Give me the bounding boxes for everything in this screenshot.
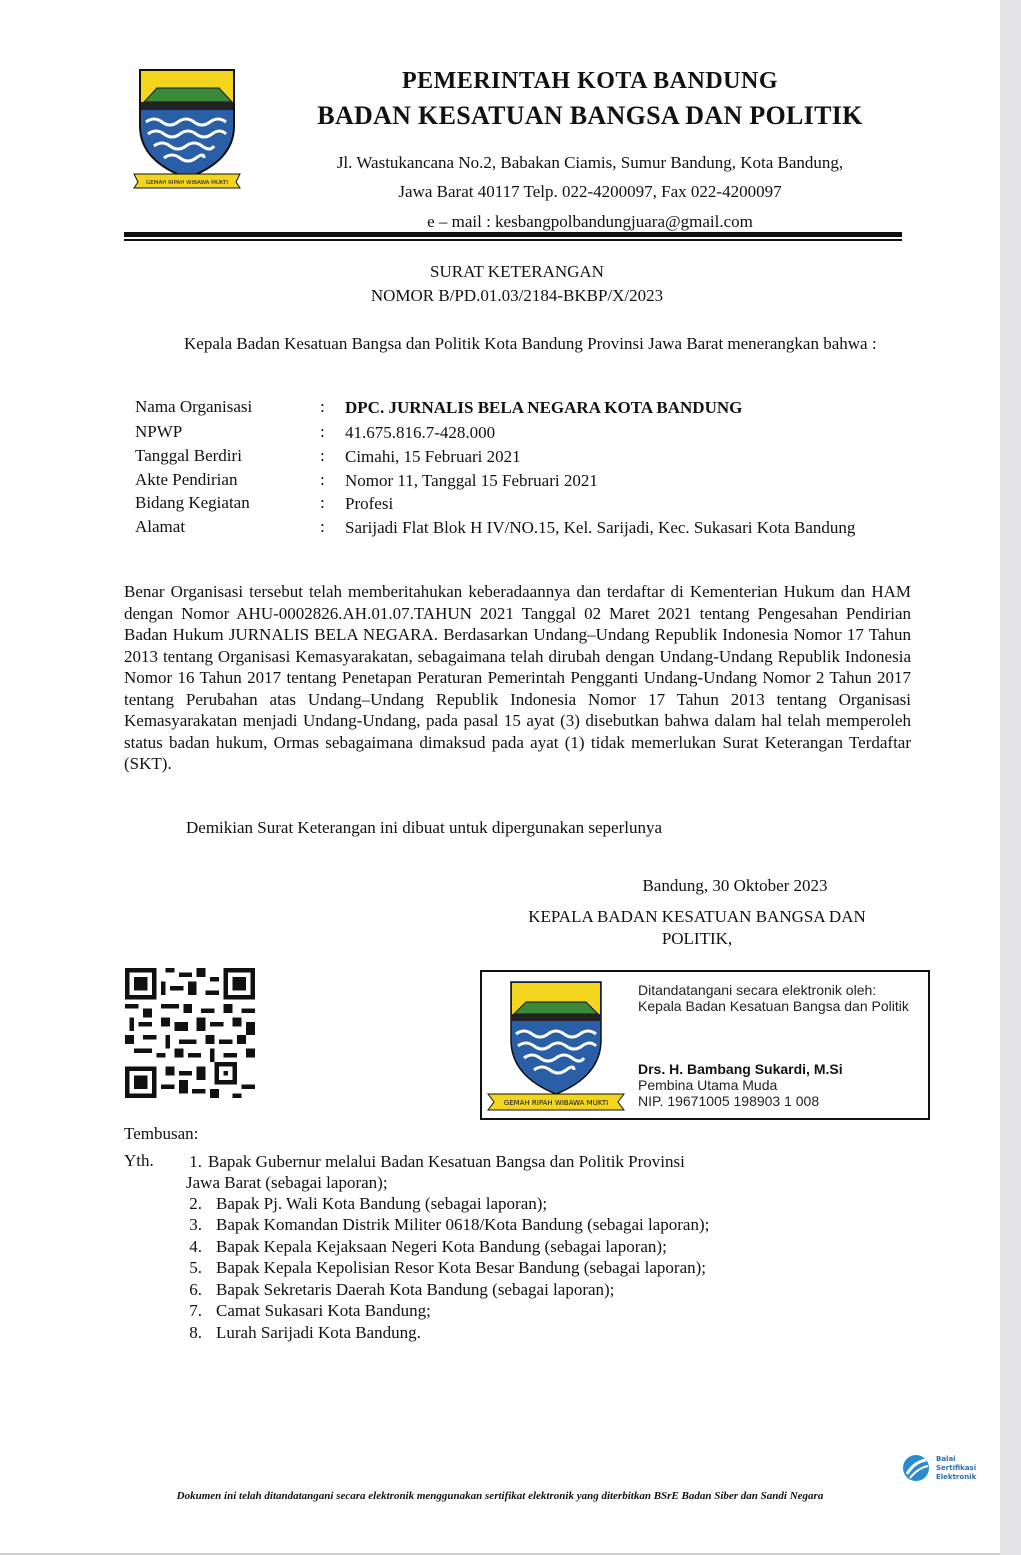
bsre-logo-icon [902, 1452, 984, 1484]
letter-title: SURAT KETERANGAN [430, 262, 604, 281]
svg-text:GEMAH RIPAH WIBAWA MUKTI: GEMAH RIPAH WIBAWA MUKTI [145, 180, 229, 186]
list-item: 5. Bapak Kepala Kepolisian Resor Kota Besar Bandung (sebagai laporan); [189, 1258, 707, 1277]
field-colon: : [320, 446, 325, 465]
field-label-founded: Tanggal Berdiri [135, 446, 242, 465]
city-emblem-icon [132, 66, 244, 190]
svg-text:Sertifikasi: Sertifikasi [936, 1464, 977, 1472]
header-government: PEMERINTAH KOTA BANDUNG [402, 68, 778, 94]
e-signature-office: Kepala Badan Kesatuan Bangsa dan Politik [638, 998, 909, 1014]
list-item: 8. Lurah Sarijadi Kota Bandung. [189, 1323, 421, 1342]
body-paragraph: Benar Organisasi tersebut telah memberitahukan keberadaannya dan terdaftar di Kementerian Hukum dan HAM dengan Nomor AHU-0002826.AH.01.07.TAHUN 2021 Tanggal 02 Maret 2021 tentang Pengesahan Pendirian Badan Hukum JURNALIS BELA NEGARA. Berdasarkan Undang–Undang Republik Indonesia Nomor 17 Tahun 2013 tentang Organisasi Kemasyarakatan, sebagaimana telah dirubah dengan Undang-Undang Republik Indonesia Nomor 16 Tahun 2017 tentang Penetapan Peraturan Pemerintah Pengganti Undang-Undang Nomor 2 Tahun 2017 tentang Perubahan atas Undang–Undang Republik Indonesia Nomor 17 Tahun 2013 tentang Organisasi Kemasyarakatan menjadi Undang-Undang, pada pasal 15 ayat (3) disebutkan bahwa dalam hal telah memperoleh status badan hukum, Ormas sebagaimana dimaksud pada ayat (1) tidak memerlukan Surat Keterangan Terdaftar (SKT). [124, 582, 911, 773]
closing-line: Demikian Surat Keterangan ini dibuat untuk dipergunakan seperlunya [186, 818, 663, 837]
field-label-deed: Akte Pendirian [135, 470, 238, 489]
cc-heading: Tembusan: [124, 1124, 199, 1143]
field-colon: : [320, 493, 325, 512]
field-colon: : [320, 397, 325, 416]
header-email: e – mail : kesbangpolbandungjuara@gmail.com [427, 212, 753, 231]
field-label-organization: Nama Organisasi [135, 397, 253, 416]
viewer-edge [1000, 0, 1021, 1555]
header-address-1: Jl. Wastukancana No.2, Babakan Ciamis, Sumur Bandung, Kota Bandung, [336, 153, 844, 172]
svg-text:GEMAH RIPAH WIBAWA MUKTI: GEMAH RIPAH WIBAWA MUKTI [503, 1099, 609, 1107]
list-item: 2. Bapak Pj. Wali Kota Bandung (sebagai laporan); [189, 1194, 548, 1213]
field-value-address: Sarijadi Flat Blok H IV/NO.15, Kel. Sarijadi, Kec. Sukasari Kota Bandung [345, 518, 856, 537]
header-rule-thin [124, 239, 902, 241]
city-emblem-icon [484, 978, 629, 1114]
header-address-2: Jawa Barat 40117 Telp. 022-4200097, Fax 022-4200097 [398, 182, 782, 201]
list-item: 4. Bapak Kepala Kejaksaan Negeri Kota Bandung (sebagai laporan); [189, 1237, 667, 1256]
list-item: 7. Camat Sukasari Kota Bandung; [189, 1301, 431, 1320]
field-label-address: Alamat [135, 517, 186, 536]
list-item: 3. Bapak Komandan Distrik Militer 0618/Kota Bandung (sebagai laporan); [189, 1215, 710, 1234]
field-colon: : [320, 470, 325, 489]
letter-number: NOMOR B/PD.01.03/2184-BKBP/X/2023 [370, 286, 664, 305]
field-value-activity: Profesi [345, 494, 394, 513]
field-value-deed: Nomor 11, Tanggal 15 Februari 2021 [345, 471, 598, 490]
cc-yth: Yth. [124, 1151, 154, 1170]
signer-name: Drs. H. Bambang Sukardi, M.Si [638, 1061, 843, 1077]
field-value-npwp: 41.675.816.7-428.000 [345, 423, 496, 442]
header-rule-thick [124, 232, 902, 237]
signer-nip: NIP. 19671005 198903 1 008 [638, 1093, 820, 1109]
header-agency: BADAN KESATUAN BANGSA DAN POLITIK [317, 101, 863, 130]
intro-paragraph: Kepala Badan Kesatuan Bangsa dan Politik Kota Bandung Provinsi Jawa Barat menerangkan bahwa : [184, 334, 877, 353]
svg-text:Elektronik: Elektronik [936, 1473, 977, 1481]
field-colon: : [320, 422, 325, 441]
list-item: 1. Bapak Gubernur melalui Badan Kesatuan Bangsa dan Politik Provinsi Jawa Barat (sebagai laporan); [186, 1152, 685, 1192]
field-label-activity: Bidang Kegiatan [135, 493, 250, 512]
svg-text:Balai: Balai [936, 1455, 956, 1463]
qr-code-icon[interactable] [125, 968, 255, 1098]
field-colon: : [320, 517, 325, 536]
document-footer: Dokumen ini telah ditandatangani secara elektronik menggunakan sertifikat elektronik yang diterbitkan BSrE Badan Siber dan Sandi Negara [176, 1490, 824, 1502]
signer-rank: Pembina Utama Muda [638, 1077, 778, 1093]
signature-place-date: Bandung, 30 Oktober 2023 [642, 876, 828, 895]
field-value-founded: Cimahi, 15 Februari 2021 [345, 447, 521, 466]
e-signature-caption: Ditandatangani secara elektronik oleh: [638, 982, 877, 998]
list-item: 6. Bapak Sekretaris Daerah Kota Bandung (sebagai laporan); [189, 1280, 615, 1299]
field-label-npwp: NPWP [135, 422, 183, 441]
field-value-organization: DPC. JURNALIS BELA NEGARA KOTA BANDUNG [345, 398, 743, 417]
signature-title: KEPALA BADAN KESATUAN BANGSA DAN POLITIK, [528, 907, 866, 948]
